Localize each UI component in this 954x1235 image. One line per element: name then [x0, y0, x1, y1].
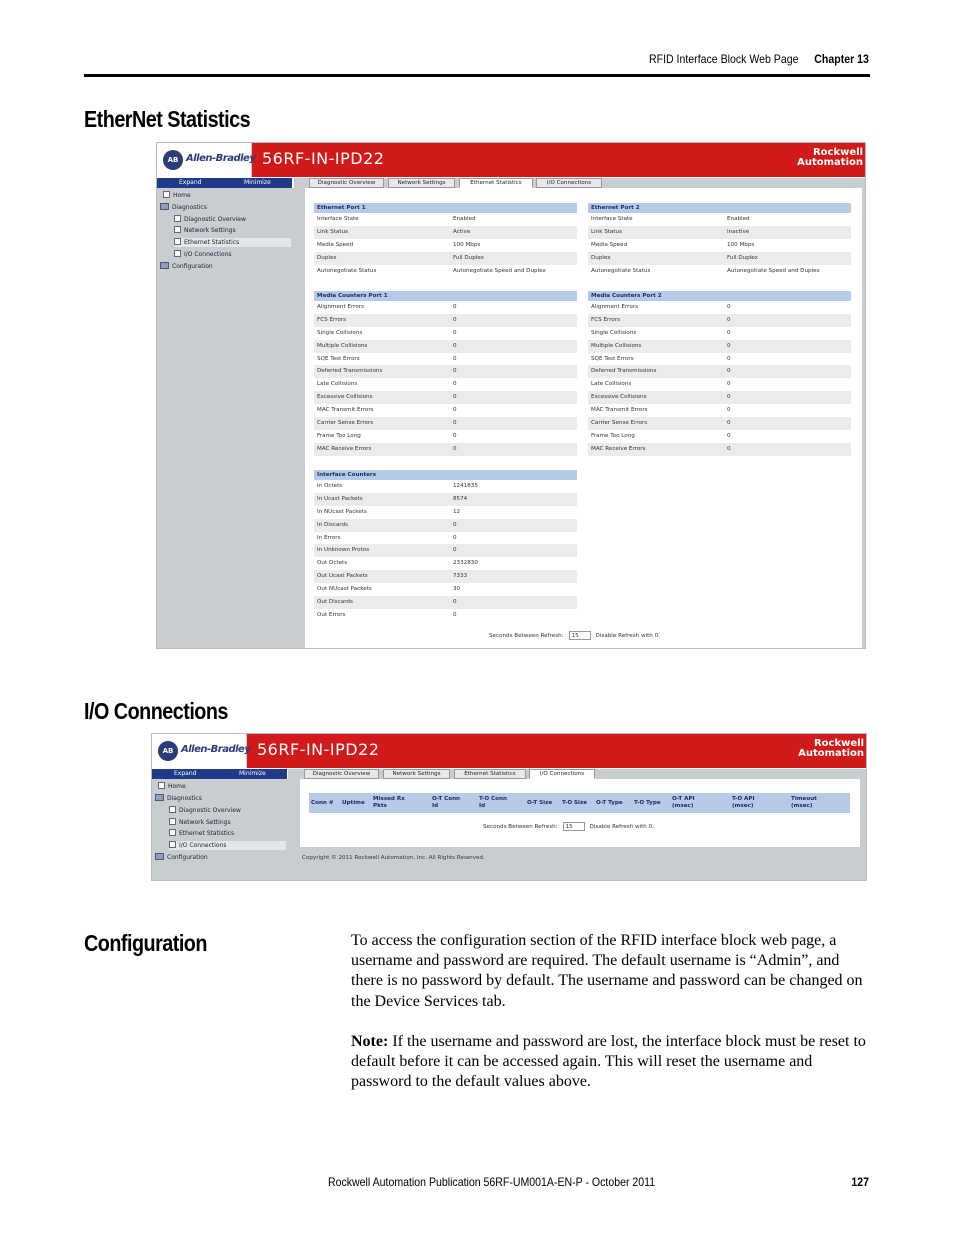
- row-value: 30: [453, 586, 461, 593]
- row-value: 0: [453, 407, 457, 414]
- table-row: [588, 365, 851, 378]
- table-row: [314, 340, 577, 353]
- ab-logo: [152, 734, 251, 768]
- page-icon: [169, 829, 176, 836]
- row-value: 2332830: [453, 560, 478, 567]
- row-value: 0: [453, 521, 457, 528]
- row-label: Autonegotiate Status: [591, 267, 651, 274]
- row-label: SQE Test Errors: [317, 355, 360, 362]
- row-value: 0: [727, 407, 731, 414]
- table-row: [588, 353, 851, 366]
- row-value: 0: [453, 381, 457, 388]
- row-value: 0: [453, 420, 457, 427]
- row-value: Full Duplex: [453, 254, 484, 261]
- row-value: 0: [453, 368, 457, 375]
- row-value: 0: [727, 432, 731, 439]
- page-icon: [163, 191, 170, 198]
- model-title: 56RF-IN-IPD22: [257, 740, 380, 759]
- tab-network-settings[interactable]: Network Settings: [383, 769, 450, 779]
- page-icon: [174, 226, 181, 233]
- table-row: [314, 353, 577, 366]
- nav-diagnostic-overview[interactable]: Diagnostic Overview: [174, 215, 246, 224]
- table-row: [588, 404, 851, 417]
- config-note: [351, 1032, 871, 1093]
- row-label: Late Collisions: [591, 381, 632, 388]
- nav-diagnostics[interactable]: Diagnostics: [155, 794, 202, 803]
- row-label: Carrier Sense Errors: [591, 420, 648, 427]
- row-label: Duplex: [591, 254, 611, 261]
- row-label: In Errors: [317, 534, 341, 541]
- page-icon: [169, 818, 176, 825]
- row-value: 0: [453, 316, 457, 323]
- refresh-input[interactable]: 15: [563, 822, 585, 831]
- row-value: 100 Mbps: [727, 241, 755, 248]
- row-label: Frame Too Long: [317, 432, 361, 439]
- page-icon: [174, 215, 181, 222]
- row-label: Alignment Errors: [591, 304, 638, 310]
- brand-name: Allen-Bradley: [186, 153, 256, 164]
- row-label: Deferred Transmissions: [317, 368, 383, 375]
- table-row: [314, 557, 577, 570]
- row-value: 0: [453, 599, 457, 606]
- row-label: Media Speed: [317, 241, 354, 248]
- row-value: 0: [727, 394, 731, 401]
- nav-minimize[interactable]: Minimize: [244, 179, 271, 186]
- row-value: 0: [453, 547, 457, 554]
- table-row: [314, 480, 577, 493]
- table-row: [314, 583, 577, 596]
- row-value: 0: [727, 342, 731, 349]
- row-value: 0: [453, 329, 457, 336]
- row-label: Media Speed: [591, 241, 628, 248]
- sidebar: [157, 188, 294, 649]
- row-label: In Discards: [317, 521, 348, 528]
- row-value: 0: [453, 534, 457, 541]
- row-label: Out NUcast Packets: [317, 586, 372, 593]
- web-banner: [157, 143, 865, 177]
- row-value: Enabled: [727, 216, 750, 222]
- tab-network-settings[interactable]: Network Settings: [388, 178, 455, 188]
- row-label: Excessive Collisions: [591, 394, 647, 401]
- table-row: [314, 239, 577, 252]
- nav-diagnostics[interactable]: Diagnostics: [160, 203, 207, 212]
- table-row: [314, 327, 577, 340]
- tab-ethernet-statistics[interactable]: Ethernet Statistics: [459, 178, 533, 188]
- page-icon: [158, 782, 165, 789]
- table-row: [588, 417, 851, 430]
- nav-diagnostic-overview[interactable]: Diagnostic Overview: [169, 806, 241, 815]
- row-value: 0: [453, 445, 457, 452]
- nav-ethernet-statistics[interactable]: Ethernet Statistics: [174, 238, 291, 247]
- nav-io-connections[interactable]: I/O Connections: [174, 250, 232, 259]
- table-row: [314, 378, 577, 391]
- section-title-config: Configuration: [84, 930, 207, 956]
- row-label: Single Collisions: [317, 329, 363, 336]
- row-value: 0: [453, 304, 457, 310]
- table-row: [588, 301, 851, 314]
- page-icon: [174, 238, 181, 245]
- table-row: [314, 570, 577, 583]
- row-label: MAC Transmit Errors: [591, 407, 648, 414]
- row-value: Full Duplex: [727, 254, 758, 261]
- row-value: 0: [727, 420, 731, 427]
- page-number: 127: [851, 1175, 869, 1189]
- table-row: [314, 252, 577, 265]
- refresh-control: Seconds Between Refresh: 15 Disable Refresh with 0.: [489, 633, 660, 639]
- folder-icon: [160, 262, 169, 269]
- table-title: Media Counters Port 2: [588, 291, 851, 301]
- table-title: Ethernet Port 1: [314, 203, 577, 213]
- page-icon: [174, 250, 181, 257]
- row-value: 7333: [453, 573, 468, 580]
- config-body: [351, 931, 871, 1092]
- row-label: Excessive Collisions: [317, 394, 373, 401]
- table-row: [588, 239, 851, 252]
- table-row: [314, 314, 577, 327]
- tab-ethernet-statistics[interactable]: Ethernet Statistics: [454, 769, 526, 779]
- row-label: In Ucast Packets: [317, 495, 363, 502]
- table-row: [314, 404, 577, 417]
- folder-icon: [155, 794, 164, 801]
- ab-logo-icon: AB: [158, 741, 178, 761]
- row-label: FCS Errors: [317, 316, 347, 323]
- table-title: Media Counters Port 1: [314, 291, 577, 301]
- table-row: [588, 226, 851, 239]
- ethernet-screenshot: [156, 142, 866, 649]
- io-content: [300, 779, 860, 847]
- row-label: Carrier Sense Errors: [317, 420, 374, 427]
- nav-configuration[interactable]: Configuration: [155, 853, 208, 862]
- row-label: Out Discards: [317, 599, 353, 606]
- note-text: If the username and password are lost, the interface block must be reset to default before it can be accessed again. This will reset the username and password to the default values above.: [351, 1032, 866, 1091]
- ab-logo: [157, 143, 256, 177]
- row-label: SQE Test Errors: [591, 355, 634, 362]
- row-label: MAC Transmit Errors: [317, 407, 374, 414]
- table-row: [314, 532, 577, 545]
- row-value: 0: [727, 381, 731, 388]
- row-value: 0: [727, 329, 731, 336]
- table-row: [314, 443, 577, 456]
- row-value: 0: [727, 316, 731, 323]
- page-icon: [169, 841, 176, 848]
- table-row: [314, 417, 577, 430]
- nav-network-settings[interactable]: Network Settings: [174, 226, 236, 235]
- copyright: Copyright © 2011 Rockwell Automation, Inc. All Rights Reserved.: [302, 855, 485, 861]
- page-icon: [169, 806, 176, 813]
- table-row: [314, 519, 577, 532]
- tab-io-connections[interactable]: I/O Connections: [529, 769, 595, 779]
- row-label: Late Collisions: [317, 381, 358, 388]
- refresh-control: Seconds Between Refresh: 15 Disable Refresh with 0.: [483, 824, 654, 830]
- nav-header: [157, 178, 292, 188]
- interface-counters-table: [314, 470, 577, 622]
- section-title-io: I/O Connections: [84, 698, 228, 724]
- nav-home[interactable]: Home: [163, 191, 191, 200]
- row-value: 100 Mbps: [453, 241, 481, 248]
- row-value: 8574: [453, 495, 468, 502]
- row-label: MAC Receive Errors: [591, 445, 646, 452]
- io-table-header: Conn # Uptime Missed Rx Pkts O-T Conn Id T-O Conn Id O-T Size T-O Size O-T Type T-O Type O-T API (msec) T-O API (msec) Timeout (msec): [309, 793, 850, 813]
- row-label: Interface State: [591, 216, 633, 222]
- header-chapter: Chapter 13: [814, 52, 869, 66]
- row-label: Deferred Transmissions: [591, 368, 657, 375]
- row-label: In Unknown Protos: [317, 547, 370, 554]
- row-value: 12: [453, 508, 461, 515]
- table-row: [314, 544, 577, 557]
- io-screenshot: [151, 733, 867, 881]
- row-value: Autonegotiate Speed and Duplex: [453, 267, 546, 274]
- table-row: [314, 596, 577, 609]
- row-label: Autonegotiate Status: [317, 267, 377, 274]
- row-value: Autonegotiate Speed and Duplex: [727, 267, 820, 274]
- row-label: Multiple Collisions: [591, 342, 642, 349]
- header-rule: [84, 74, 870, 77]
- header-section: RFID Interface Block Web Page: [649, 52, 799, 66]
- rockwell-logo: Rockwell Automation: [797, 147, 863, 168]
- table-row: [588, 391, 851, 404]
- table-row: [314, 609, 577, 622]
- table-row: [314, 430, 577, 443]
- footer-publication: Rockwell Automation Publication 56RF-UM001A-EN-P - October 2011: [328, 1175, 656, 1189]
- row-label: Link Status: [591, 228, 623, 235]
- section-title-ethernet: EtherNet Statistics: [84, 106, 251, 132]
- row-label: Duplex: [317, 254, 337, 261]
- model-title: 56RF-IN-IPD22: [262, 149, 385, 168]
- nav-expand[interactable]: Expand: [179, 179, 202, 186]
- row-label: Frame Too Long: [591, 432, 635, 439]
- row-value: Active: [453, 228, 471, 235]
- tab-io-connections[interactable]: I/O Connections: [536, 178, 602, 188]
- media-counters-port1-table: [314, 291, 577, 456]
- ab-logo-icon: AB: [163, 150, 183, 170]
- row-label: In Octets: [317, 483, 343, 489]
- table-row: [314, 506, 577, 519]
- row-value: Inactive: [727, 228, 750, 235]
- table-row: [588, 378, 851, 391]
- rockwell-logo: Rockwell Automation: [798, 738, 864, 759]
- nav-header: [152, 769, 287, 779]
- row-value: 1241835: [453, 483, 478, 489]
- row-label: MAC Receive Errors: [317, 445, 372, 452]
- table-row: [314, 301, 577, 314]
- folder-icon: [155, 853, 164, 860]
- nav-expand[interactable]: Expand: [174, 770, 197, 777]
- folder-icon: [160, 203, 169, 210]
- table-row: [588, 430, 851, 443]
- media-counters-port2-table: [588, 291, 851, 456]
- table-row: [588, 327, 851, 340]
- table-row: [588, 213, 851, 226]
- row-value: 0: [727, 445, 731, 452]
- table-row: [314, 265, 577, 278]
- row-label: Out Errors: [317, 611, 346, 618]
- table-row: [588, 265, 851, 278]
- tab-diagnostic-overview[interactable]: Diagnostic Overview: [304, 769, 379, 779]
- nav-io-connections[interactable]: I/O Connections: [169, 841, 286, 850]
- row-value: 0: [453, 611, 457, 618]
- refresh-input[interactable]: 15: [569, 631, 591, 640]
- nav-home[interactable]: Home: [158, 782, 186, 791]
- table-row: [588, 340, 851, 353]
- row-value: 0: [453, 394, 457, 401]
- table-row: [314, 365, 577, 378]
- table-row: [314, 391, 577, 404]
- nav-ethernet-statistics[interactable]: Ethernet Statistics: [169, 829, 234, 838]
- table-row: [588, 443, 851, 456]
- row-label: Out Ucast Packets: [317, 573, 368, 580]
- row-value: 0: [727, 355, 731, 362]
- row-value: 0: [453, 432, 457, 439]
- brand-name: Allen-Bradley: [181, 744, 251, 755]
- note-label: Note:: [351, 1032, 389, 1050]
- table-row: [314, 213, 577, 226]
- row-label: Multiple Collisions: [317, 342, 368, 349]
- row-value: 0: [727, 304, 731, 310]
- table-row: [314, 493, 577, 506]
- config-paragraph: To access the configuration section of the RFID interface block web page, a username and password are required. The default username is “Admin”, and there is no password by default. The username and password can be changed on the Device Services tab.: [351, 932, 863, 1010]
- web-banner: [152, 734, 866, 768]
- row-label: Single Collisions: [591, 329, 637, 336]
- nav-network-settings[interactable]: Network Settings: [169, 818, 231, 827]
- row-label: Link Status: [317, 228, 349, 235]
- row-label: FCS Errors: [591, 316, 621, 323]
- ethernet-port2-table: [588, 203, 851, 277]
- nav-minimize[interactable]: Minimize: [239, 770, 266, 777]
- row-label: Out Octets: [317, 560, 348, 567]
- row-value: Enabled: [453, 216, 476, 222]
- table-title: Interface Counters: [314, 470, 577, 480]
- table-row: [314, 226, 577, 239]
- running-header: [649, 52, 869, 66]
- nav-configuration[interactable]: Configuration: [160, 262, 213, 271]
- ethernet-port1-table: [314, 203, 577, 277]
- tab-diagnostic-overview[interactable]: Diagnostic Overview: [309, 178, 384, 188]
- table-title: Ethernet Port 2: [588, 203, 851, 213]
- row-value: 0: [453, 355, 457, 362]
- row-label: Alignment Errors: [317, 304, 364, 310]
- sidebar: [152, 779, 288, 881]
- table-row: [588, 252, 851, 265]
- table-row: [588, 314, 851, 327]
- row-value: 0: [453, 342, 457, 349]
- row-value: 0: [727, 368, 731, 375]
- row-label: In NUcast Packets: [317, 508, 367, 515]
- row-label: Interface State: [317, 216, 359, 222]
